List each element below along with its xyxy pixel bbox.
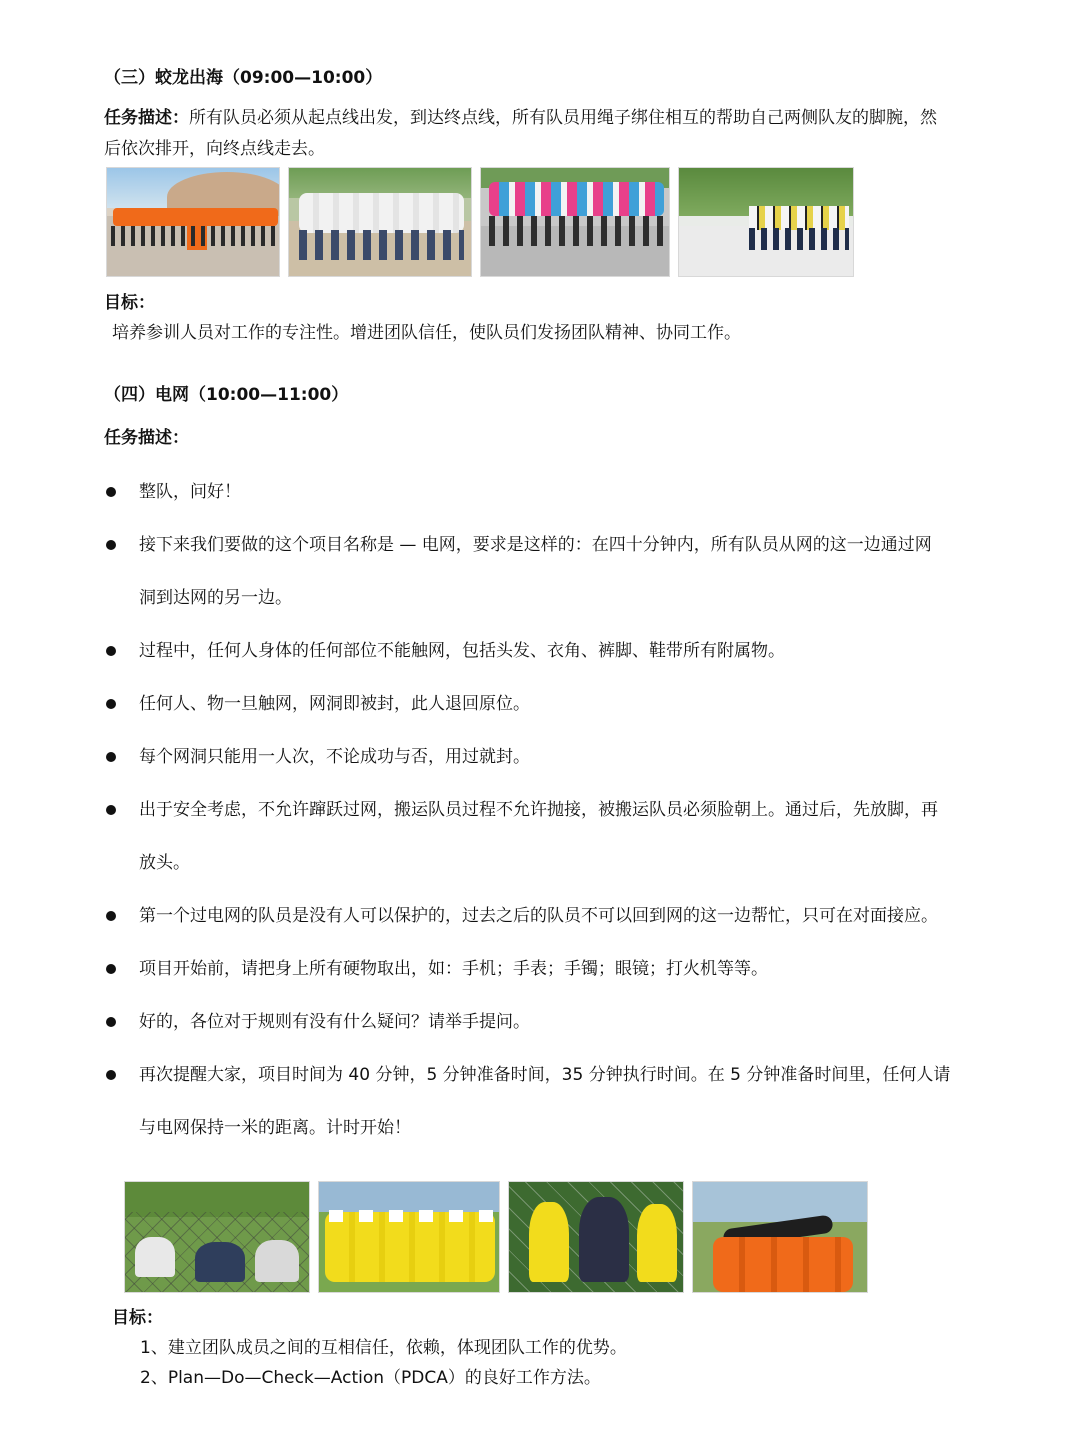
- section3-photo-row: [106, 167, 854, 277]
- list-item: 过程中，任何人身体的任何部位不能触网，包括头发、衣角、裤脚、鞋带所有附属物。: [104, 625, 984, 678]
- list-item: 再次提醒大家，项目时间为 40 分钟，5 分钟准备时间，35 分钟执行时间。在 5 分钟准备时间里，任何人请 与电网保持一米的距离。计时开始！: [104, 1049, 984, 1155]
- list-item: 项目开始前，请把身上所有硬物取出，如：手机；手表；手镯；眼镜；打火机等等。: [104, 943, 984, 996]
- section3-task-label: 任务描述：: [104, 108, 189, 128]
- rules-list: [104, 466, 984, 1155]
- bullet-icon: [106, 964, 116, 974]
- bullet-icon: [106, 752, 116, 762]
- list-item: 每个网洞只能用一人次，不论成功与否，用过就封。: [104, 731, 984, 784]
- section4-goal-2: 2、Plan—Do—Check—Action（PDCA）的良好工作方法。: [140, 1368, 601, 1388]
- list-item: 整队，问好！: [104, 466, 984, 519]
- section3-title: （三）蛟龙出海（09:00—10:00）: [104, 68, 383, 88]
- dragon-photo-1: [106, 167, 280, 277]
- net-photo-2: [318, 1181, 500, 1293]
- section3-task-text-line2: 后依次排开，向终点线走去。: [104, 139, 325, 159]
- dragon-photo-3: [480, 167, 670, 277]
- list-item: 第一个过电网的队员是没有人可以保护的，过去之后的队员不可以回到网的这一边帮忙，只可在对面接应。: [104, 890, 984, 943]
- list-item: 出于安全考虑，不允许蹿跃过网，搬运队员过程不允许抛接，被搬运队员必须脸朝上。通过后，先放脚，再 放头。: [104, 784, 984, 890]
- bullet-icon: [106, 540, 116, 550]
- bullet-icon: [106, 911, 116, 921]
- net-photo-3: [508, 1181, 684, 1293]
- dragon-photo-2: [288, 167, 472, 277]
- list-item: 任何人、物一旦触网，网洞即被封，此人退回原位。: [104, 678, 984, 731]
- section3-goal-text: 培养参训人员对工作的专注性。增进团队信任，使队员们发扬团队精神、协同工作。: [112, 323, 741, 343]
- section4-title: （四）电网（10:00—11:00）: [104, 385, 349, 405]
- bullet-icon: [106, 1070, 116, 1080]
- section4-task-label: 任务描述：: [104, 428, 189, 448]
- dragon-photo-4: [678, 167, 854, 277]
- bullet-icon: [106, 699, 116, 709]
- section3-task: [104, 103, 984, 165]
- section3-task-text-line1: 所有队员必须从起点线出发，到达终点线，所有队员用绳子绑住相互的帮助自己两侧队友的脚腕，然: [189, 108, 937, 128]
- bullet-icon: [106, 805, 116, 815]
- net-photo-4: [692, 1181, 868, 1293]
- bullet-icon: [106, 1017, 116, 1027]
- list-item: 好的，各位对于规则有没有什么疑问？请举手提问。: [104, 996, 984, 1049]
- list-item: 接下来我们要做的这个项目名称是 — 电网，要求是这样的：在四十分钟内，所有队员从网的这一边通过网 洞到达网的另一边。: [104, 519, 984, 625]
- section4-goal-label: 目标：: [112, 1308, 163, 1328]
- section4-photo-row: [124, 1181, 868, 1293]
- section4-goal-1: 1、建立团队成员之间的互相信任，依赖，体现团队工作的优势。: [140, 1338, 627, 1358]
- section3-goal-label: 目标：: [104, 293, 155, 313]
- net-photo-1: [124, 1181, 310, 1293]
- bullet-icon: [106, 487, 116, 497]
- bullet-icon: [106, 646, 116, 656]
